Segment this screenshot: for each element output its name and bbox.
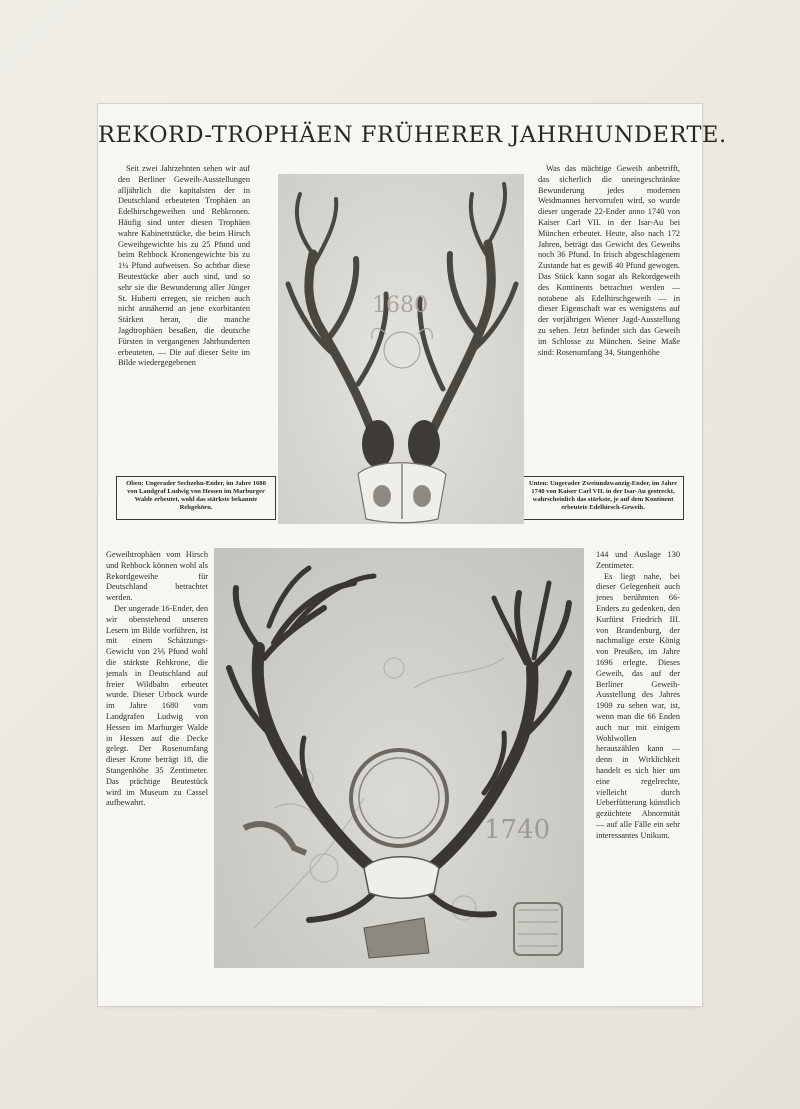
paragraph: Seit zwei Jahrzehnten sehen wir auf den Berliner Geweih-Ausstellungen alljährlich die kapitalsten der in Deutschland erbeuteten Trophäen an Edelhirschgeweihen und Rehkronen. Häufig sind unter diesen Trophäen wahre Kabinettstücke, die beim Hirsch Geweihgewichte bis zu 25 Pfund und beim Rehbock Kronengewichte bis zu 1¼ Pfund aufweisen. So achtbar diese Beutestücke aber auch sind, und so sehr sie die Bewunderung aller Jünger St. Huberti erregen, sie reichen auch nicht annähernd an jene exorbitanten Stärken heran, die manche Jagdtrophäen besaßen, die deutsche Fürsten in vergangenen Jahrhunderten erbeuteten. — Die auf dieser Seite im Bilde wiedergegebenen bbox=[118, 164, 250, 368]
caption-top-left: Oben: Ungerader Sechzehn-Ender, im Jahre 1680 von Landgraf Ludwig von Hessen im Marburger Walde erbeutet, wohl das stärkste bekannte Rehgehörn. bbox=[116, 476, 276, 520]
text-column-top-left bbox=[118, 164, 250, 476]
antler-drawing-1680 bbox=[278, 174, 524, 524]
text-column-top-right bbox=[538, 164, 680, 476]
text-column-bottom-left bbox=[106, 550, 208, 988]
magazine-page bbox=[98, 104, 727, 1006]
paragraph: Geweihtrophäen vom Hirsch und Rehbock können wohl als Rekordgeweihe für Deutschland betrachtet werden. bbox=[106, 550, 208, 603]
illustration-edelhirsch-1740 bbox=[214, 548, 584, 968]
paragraph: Es liegt nahe, bei dieser Gelegenheit auch jenes berühmten 66-Enders zu gedenken, den Kurfürst Friedrich III. von Brandenburg, der nachmalige erste König von Preußen, im Jahre 1696 erlegte. Dieses Geweih, das auf der Berliner Geweih-Ausstellung des Jahres 1909 zu sehen war, ist, wenn man die 66 Enden auch nur mit einigem Wohlwollen herauszählen kann — denn in Wirklichkeit handelt es sich hier um eine regelrechte, vielleicht durch Ueberfütterung künstlich gezüchtete Abnormität — auf alle Fälle ein sehr interessantes Unikum. bbox=[596, 571, 680, 840]
illustration-rehgehoern-1680 bbox=[278, 174, 524, 524]
page-title: REKORD-TROPHÄEN FRÜHERER JAHRHUNDERTE. bbox=[98, 122, 727, 148]
caption-top-right: Unten: Ungerader Zweiundzwanzig-Ender, im Jahre 1740 von Kaiser Carl VII. in der Isar-Au gestreckt, wahrscheinlich das stärkste, je auf dem Kontinent erbeutete Edelhirsch-Geweih. bbox=[522, 476, 684, 520]
text-column-bottom-right bbox=[596, 550, 680, 990]
year-label-1740: 1740 bbox=[484, 815, 551, 845]
paragraph: Der ungerade 16-Ender, den wir obenstehend unseren Lesern im Bilde vorführen, ist mit einem Schätzungs-Gewicht von 2⅕ Pfund wohl die stärkste Rehkrone, die jemals in Deutschland auf freier Wildbahn erbeutet wurde. Dieser Urbock wurde im Jahre 1680 vom Landgrafen Ludwig von Hessen im Marburger Walde in Hessen auf die Decke gelegt. Der Rosenumfang dieser Krone beträgt 18, die Stangenhöhe 35 Zentimeter. Das prächtige Beutestück wird im Museum zu Cassel aufbewahrt. bbox=[106, 603, 208, 808]
paragraph: 144 und Auslage 130 Zentimeter. bbox=[596, 550, 680, 570]
antler-drawing-1740 bbox=[214, 548, 584, 968]
year-label-1680: 1680 bbox=[372, 293, 428, 318]
paragraph: Was das mächtige Geweih anbetrifft, das sicherlich die uneingeschränkte Bewunderung jedes modernen Weidmannes hervorrufen wird, so wurde dieser ungerade 22-Ender anno 1740 von Kaiser Carl VII. in der Isar-Au bei München erbeutet. Heute, also nach 172 Jahren, beträgt das Gewicht des Geweihs noch 36 Pfund. In frisch abgeschlagenem Zustande hat es gewiß 40 Pfund gewogen. Das Stück kann sogar als Rekordgeweih des Kontinents betrachtet werden — notabene als Edelhirschgeweih — in dieser Eigenschaft war es wenigstens auf der vorjährigen Wiener Jagd-Ausstellung zu sehen. Jetzt befindet sich das Geweih im Schlosse zu München. Seine Maße sind: Rosenumfang 34, Stangenhöhe bbox=[538, 164, 680, 357]
